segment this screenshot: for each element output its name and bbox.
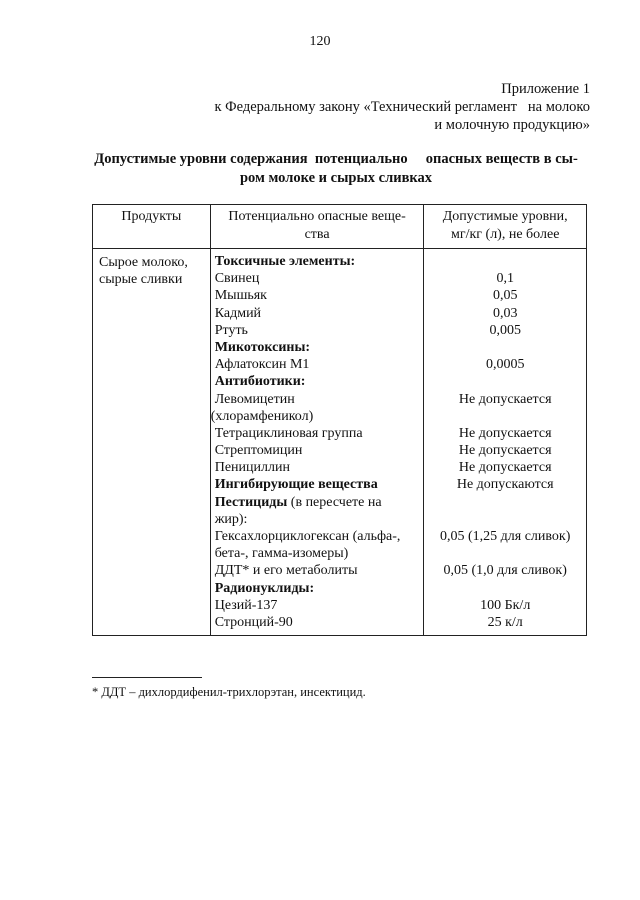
appendix-line-3: и молочную продукцию»	[434, 117, 590, 133]
level-value: 0,05 (1,25 для сливок)	[440, 529, 571, 544]
appendix-line-2: к Федеральному закону «Технический регламент на молоко	[214, 99, 590, 115]
substance-item: (хлорамфеникол)	[210, 408, 314, 424]
document-title	[92, 150, 580, 188]
header-substances-line-1: Потенциально опасные веще-	[228, 209, 406, 224]
header-substances-line-2: ства	[304, 227, 330, 242]
page-number: 120	[309, 34, 331, 49]
substance-item-bold-part: Пестициды	[214, 494, 288, 510]
level-value: 0,03	[492, 305, 518, 321]
level-value: Не допускаются	[456, 477, 554, 493]
substance-item: ДДТ* и его метаболиты	[214, 563, 358, 579]
substance-item: Антибиотики:	[214, 374, 306, 390]
level-value: 0,05 (1,0 для сливок)	[443, 563, 567, 579]
substance-item: Стронций-90	[214, 614, 293, 630]
substance-item: Ингибирующие вещества	[214, 477, 378, 493]
level-value	[426, 408, 584, 425]
level-value	[426, 545, 584, 562]
level-value: 100 Бк/л	[480, 597, 531, 613]
footnote: * ДДТ – дихлордифенил-трихлорэтан, инсектицид.	[92, 685, 366, 699]
product-line-2: сырые сливки	[99, 272, 183, 288]
header-levels	[424, 205, 587, 249]
level-value: 0,05	[492, 288, 518, 304]
header-substances	[210, 205, 424, 249]
appendix-line-1: Приложение 1	[501, 81, 590, 97]
table-row	[93, 249, 587, 636]
substance-item: Цезий-137	[214, 597, 278, 613]
substance-item: бета-, гамма-изомеры)	[214, 546, 349, 562]
table-header-row	[93, 205, 587, 249]
document-title-line-1: Допустимые уровни содержания потенциально опасных веществ в сы-	[94, 151, 578, 167]
substance-item: жир):	[214, 511, 248, 527]
document-title-line-2: ром молоке и сырых сливках	[239, 170, 433, 186]
substance-item: Мышьяк	[214, 288, 267, 304]
product-cell	[93, 249, 211, 636]
substance-item: Микотоксины:	[214, 339, 311, 355]
footnote-divider	[92, 677, 202, 678]
substance-item: Свинец	[214, 271, 260, 287]
substances-cell	[210, 249, 424, 636]
substance-item: Радионуклиды:	[214, 580, 315, 596]
substance-item: Тетрациклиновая группа	[214, 425, 363, 441]
header-products	[93, 205, 211, 249]
level-value	[426, 339, 584, 356]
level-value: Не допускается	[458, 460, 552, 476]
level-value: Не допускается	[458, 443, 552, 459]
header-products-label: Продукты	[121, 209, 182, 224]
level-value	[426, 494, 584, 511]
header-levels-line-1: Допустимые уровни,	[442, 209, 568, 224]
substance-item: Ртуть	[214, 322, 248, 338]
level-value: 0,0005	[485, 357, 525, 373]
level-value	[426, 511, 584, 528]
substance-item: Пенициллин	[214, 460, 290, 476]
substance-item: Кадмий	[214, 305, 262, 321]
permissible-levels-table	[92, 204, 587, 636]
level-value	[426, 580, 584, 597]
substance-item: Стрептомицин	[214, 443, 303, 459]
substance-item: Гексахлорциклогексан (альфа-,	[214, 529, 401, 544]
level-value	[426, 253, 584, 270]
level-value: 0,005	[489, 322, 521, 338]
substance-item-rest-part: (в пересчете на	[287, 494, 382, 510]
level-value: 25 к/л	[487, 614, 523, 630]
level-value: Не допускается	[458, 391, 552, 407]
levels-cell	[424, 249, 587, 636]
substance-item	[215, 494, 420, 511]
header-levels-line-2: мг/кг (л), не более	[451, 227, 560, 242]
appendix-reference	[214, 80, 590, 134]
substance-item: Левомицетин	[214, 391, 295, 407]
substance-item: Токсичные элементы:	[214, 254, 356, 269]
product-line-1: Сырое молоко,	[99, 255, 188, 270]
substance-item: Афлатоксин М1	[214, 357, 310, 373]
level-value: Не допускается	[458, 425, 552, 441]
level-value: 0,1	[496, 271, 514, 287]
level-value	[426, 373, 584, 390]
